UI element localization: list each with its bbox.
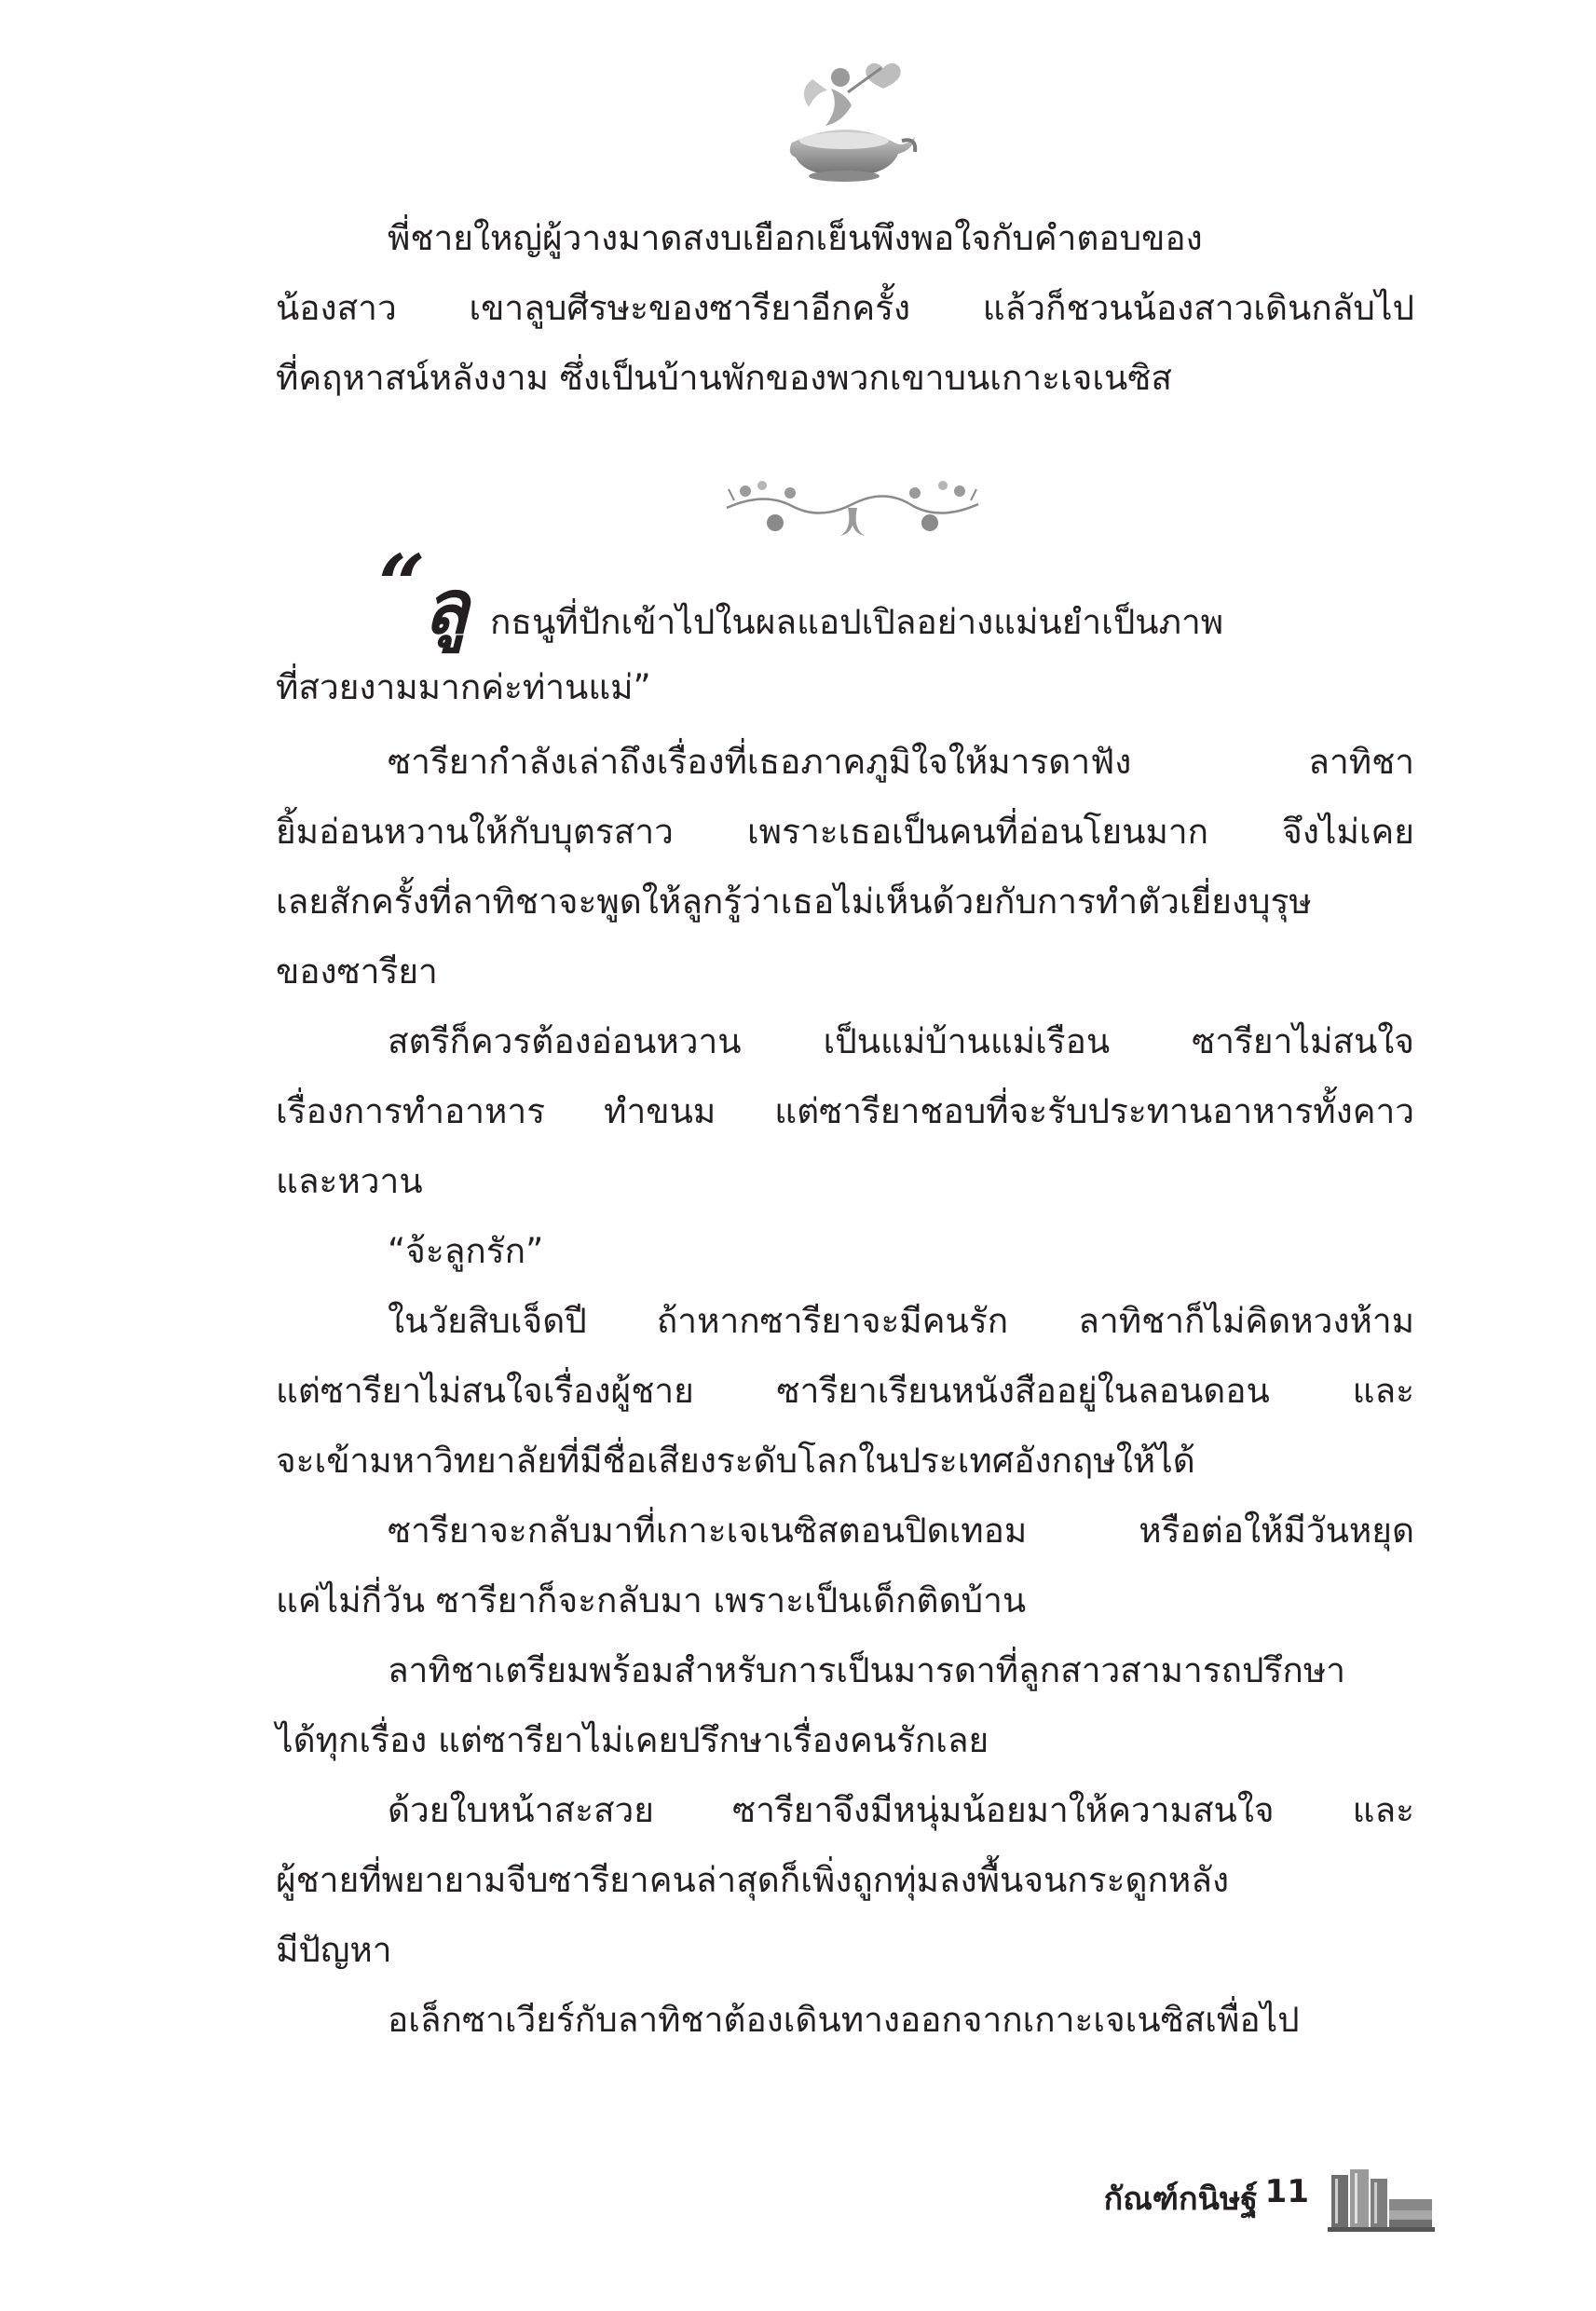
page-footer bbox=[1081, 2162, 1435, 2236]
text-line: แต่ซารียาไม่สนใจเรื่องผู้ชาย ซารียาเรียนหนังสืออยู่ในลอนดอน และ bbox=[276, 1371, 1414, 1411]
paragraph-1 bbox=[276, 203, 1414, 413]
text-line: เลยสักครั้งที่ลาทิชาจะพูดให้ลูกรู้ว่าเธอไม่เห็นด้วยกับการทำตัวเยี่ยงบุรุษ bbox=[276, 882, 1312, 922]
text-line: “จ้ะลูกรัก” bbox=[388, 1231, 544, 1271]
text-line: เรื่องการทำอาหาร ทำขนม แต่ซารียาชอบที่จะรับประทานอาหารทั้งคาว bbox=[276, 1091, 1414, 1131]
paragraph-8 bbox=[276, 1775, 1414, 1985]
text-line: สตรีก็ควรต้องอ่อนหวาน เป็นแม่บ้านแม่เรือน ซารียาไม่สนใจ bbox=[388, 1021, 1414, 1061]
text-line: แค่ไม่กี่วัน ซารียาก็จะกลับมา เพราะเป็นเด็กติดบ้าน bbox=[276, 1580, 1027, 1620]
cupid-teapot-icon bbox=[773, 51, 922, 191]
text-line: กธนูที่ปักเข้าไปในผลแอปเปิลอย่างแม่นยำเป็นภาพ bbox=[490, 602, 1224, 642]
floral-vine-divider-icon bbox=[717, 471, 988, 540]
text-line: ที่สวยงามมากค่ะท่านแม่” bbox=[276, 667, 651, 707]
text-line: อเล็กซาเวียร์กับลาทิชาต้องเดินทางออกจากเกาะเจเนซิสเพื่อไป bbox=[388, 2000, 1300, 2040]
dropcap-first-line bbox=[276, 536, 1414, 680]
text-line: ได้ทุกเรื่อง แต่ซารียาไม่เคยปรึกษาเรื่องคนรักเลย bbox=[276, 1720, 989, 1760]
book-title: กัณฑ์กนิษฐ์ bbox=[1103, 2181, 1258, 2218]
text-line: ด้วยใบหน้าสะสวย ซารียาจึงมีหนุ่มน้อยมาให้ความสนใจ และ bbox=[388, 1790, 1414, 1830]
paragraph-7 bbox=[276, 1635, 1414, 1775]
paragraph-9 bbox=[276, 1985, 1414, 2055]
paragraph-5 bbox=[276, 1286, 1414, 1496]
text-line: และหวาน bbox=[276, 1161, 423, 1201]
text-line: ในวัยสิบเจ็ดปี ถ้าหากซารียาจะมีคนรัก ลาทิชาก็ไม่คิดหวงห้าม bbox=[388, 1301, 1414, 1341]
text-line: ซารียากำลังเล่าถึงเรื่องที่เธอภาคภูมิใจให้มารดาฟัง ลาทิชา bbox=[388, 742, 1414, 782]
page-number: 11 bbox=[1264, 2173, 1309, 2210]
paragraph-4 bbox=[276, 1216, 1414, 1286]
paragraph-3 bbox=[276, 1006, 1414, 1216]
paragraph-2 bbox=[276, 727, 1414, 1006]
text-line: ของซารียา bbox=[276, 951, 438, 991]
text-line: ยิ้มอ่อนหวานให้กับบุตรสาว เพราะเธอเป็นคนที่อ่อนโยนมาก จึงไม่เคย bbox=[276, 812, 1414, 852]
dropcap-letter: ลู bbox=[423, 564, 470, 650]
dropcap-paragraph bbox=[276, 536, 1414, 722]
dropcap-quote-mark: “ bbox=[378, 536, 426, 633]
text-line: ผู้ชายที่พยายามจีบซารียาคนล่าสุดก็เพิ่งถูกทุ่มลงพื้นจนกระดูกหลัง bbox=[276, 1860, 1230, 1900]
text-line: ซารียาจะกลับมาที่เกาะเจเนซิสตอนปิดเทอม หรือต่อให้มีวันหยุด bbox=[388, 1511, 1414, 1551]
text-line: จะเข้ามหาวิทยาลัยที่มีชื่อเสียงระดับโลกในประเทศอังกฤษให้ได้ bbox=[276, 1441, 1195, 1481]
text-line: มีปัญหา bbox=[276, 1930, 392, 1970]
text-line: ลาทิชาเตรียมพร้อมสำหรับการเป็นมารดาที่ลูกสาวสามารถปรึกษา bbox=[388, 1650, 1345, 1690]
text-line: พี่ชายใหญ่ผู้วางมาดสงบเยือกเย็นพึงพอใจกับคำตอบของ bbox=[388, 218, 1203, 258]
paragraph-6 bbox=[276, 1496, 1414, 1635]
text-line: ที่คฤหาสน์หลังงาม ซึ่งเป็นบ้านพักของพวกเขาบนเกาะเจเนซิส bbox=[276, 358, 1172, 398]
text-line: น้องสาว เขาลูบศีรษะของซารียาอีกครั้ง แล้วก็ชวนน้องสาวเดินกลับไป bbox=[276, 288, 1414, 328]
books-stack-icon bbox=[1328, 2162, 1435, 2235]
